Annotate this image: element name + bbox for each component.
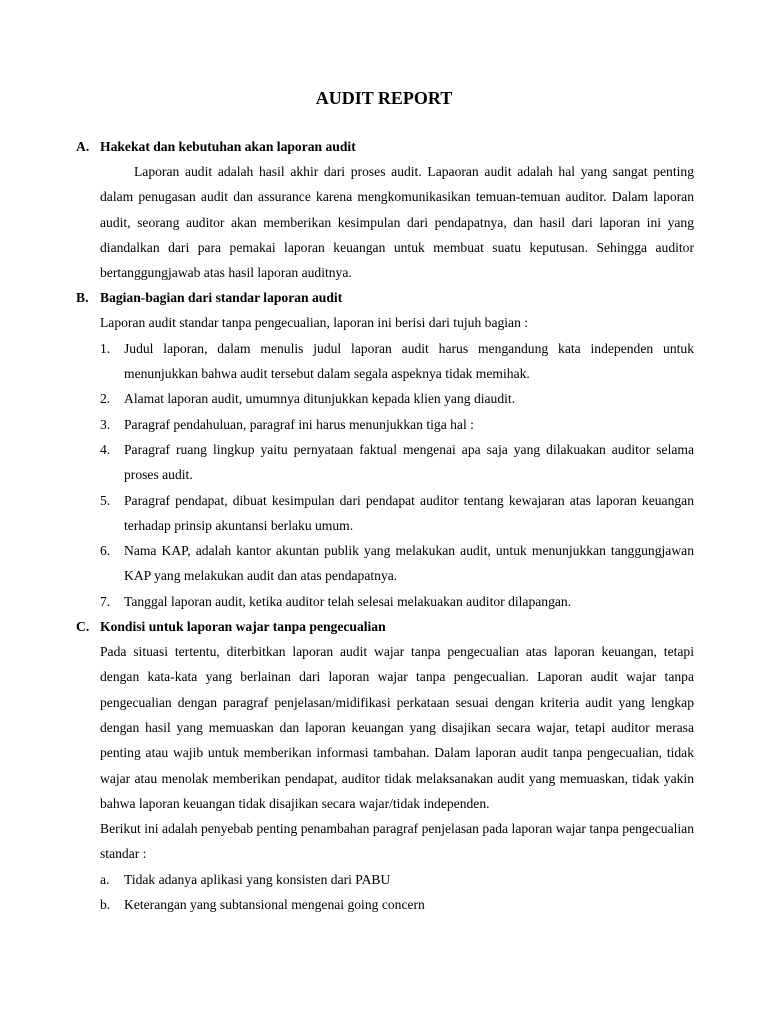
list-item	[100, 867, 694, 892]
list-item	[100, 488, 694, 539]
list-item	[100, 589, 694, 614]
list-item	[100, 386, 694, 411]
list-item-text: Keterangan yang subtansional mengenai going concern	[124, 897, 425, 913]
list-item-number: 5.	[100, 492, 111, 508]
document-body	[76, 134, 694, 917]
section-a-title: Hakekat dan kebutuhan akan laporan audit	[100, 139, 356, 154]
list-item-letter: b.	[100, 897, 111, 913]
list-item-text: Judul laporan, dalam menulis judul laporan audit harus mengandung kata independen untuk menunjukkan bahwa audit tersebut dalam segala aspeknya tidak memihak.	[124, 340, 694, 382]
list-item-text: Tidak adanya aplikasi yang konsisten dari PABU	[124, 871, 391, 887]
list-item	[100, 336, 694, 387]
list-item-number: 6.	[100, 543, 111, 559]
document-title: AUDIT REPORT	[315, 88, 453, 108]
list-item-text: Paragraf ruang lingkup yaitu pernyataan faktual mengenai apa saja yang dilakuakan auditor selama proses audit.	[124, 441, 694, 483]
list-item-text: Paragraf pendahuluan, paragraf ini harus menunjukkan tiga hal :	[124, 416, 474, 432]
list-item-text: Nama KAP, adalah kantor akuntan publik yang melakukan audit, untuk menunjukkan tanggungjawan KAP yang melakukan audit dan atas pendapatnya.	[124, 543, 694, 584]
section-c-paragraph: Berikut ini adalah penyebab penting penambahan paragraf penjelasan pada laporan wajar tanpa pengecualian standar :	[100, 821, 694, 862]
section-b-label: B.	[76, 290, 89, 306]
list-item	[100, 538, 694, 589]
section-a-heading	[76, 134, 694, 159]
list-item-number: 7.	[100, 593, 111, 609]
section-b-heading	[76, 285, 694, 310]
section-c-heading	[76, 614, 694, 639]
section-c-paragraph: Pada situasi tertentu, diterbitkan laporan audit wajar tanpa pengecualian atas laporan keuangan, tetapi dengan kata-kata yang berlainan dari laporan wajar tanpa pengecualian. Laporan audit wajar tanpa pengecualian dengan paragraf penjelasan/midifikasi perkataan sesuai dengan kriteria audit yang lengkap dengan hasil yang memuaskan dan laporan keuangan yang disajikan secara wajar, tetapi auditor merasa penting atau wajib untuk memberikan informasi tambahan. Dalam laporan audit tanpa pengecualian, tidak wajar atau menolak memberikan pendapat, auditor tidak melaksanakan audit yang memuaskan, tidak yakin bahwa laporan keuangan tidak disajikan secara wajar/tidak independen.	[100, 644, 694, 811]
section-b-intro: Laporan audit standar tanpa pengecualian, laporan ini berisi dari tujuh bagian :	[100, 315, 529, 331]
list-item	[100, 892, 694, 917]
section-a-paragraph: Laporan audit adalah hasil akhir dari proses audit. Lapaoran audit adalah hal yang sangat penting dalam penugasan audit dan assurance karena mengkomunikasikan temuan-temuan auditor. Dalam laporan audit, seorang auditor akan memberikan kesimpulan dari pendapatnya, dan hasil dari laporan ini yang diandalkan dari para pemakai laporan keuangan untuk membuat suatu keputusan. Sehingga auditor bertanggungjawab atas hasil laporan auditnya.	[100, 164, 694, 281]
list-item	[100, 412, 694, 437]
list-item-number: 1.	[100, 340, 111, 356]
list-item-number: 4.	[100, 441, 111, 457]
section-a-label: A.	[76, 139, 90, 154]
list-item	[100, 437, 694, 488]
list-item-text: Paragraf pendapat, dibuat kesimpulan dari pendapat auditor tentang kewajaran atas laporan keuangan terhadap prinsip akuntansi berlaku umum.	[124, 492, 694, 533]
list-item-number: 3.	[100, 416, 111, 432]
list-item-text: Alamat laporan audit, umumnya ditunjukkan kepada klien yang diaudit.	[124, 391, 516, 407]
list-item-text: Tanggal laporan audit, ketika auditor telah selesai melakuakan auditor dilapangan.	[124, 593, 572, 609]
list-item-letter: a.	[100, 871, 110, 887]
section-c-label: C.	[76, 619, 90, 635]
list-item-number: 2.	[100, 391, 111, 407]
section-b-title: Bagian-bagian dari standar laporan audit	[100, 290, 343, 306]
section-c-title: Kondisi untuk laporan wajar tanpa pengecualian	[100, 619, 386, 635]
